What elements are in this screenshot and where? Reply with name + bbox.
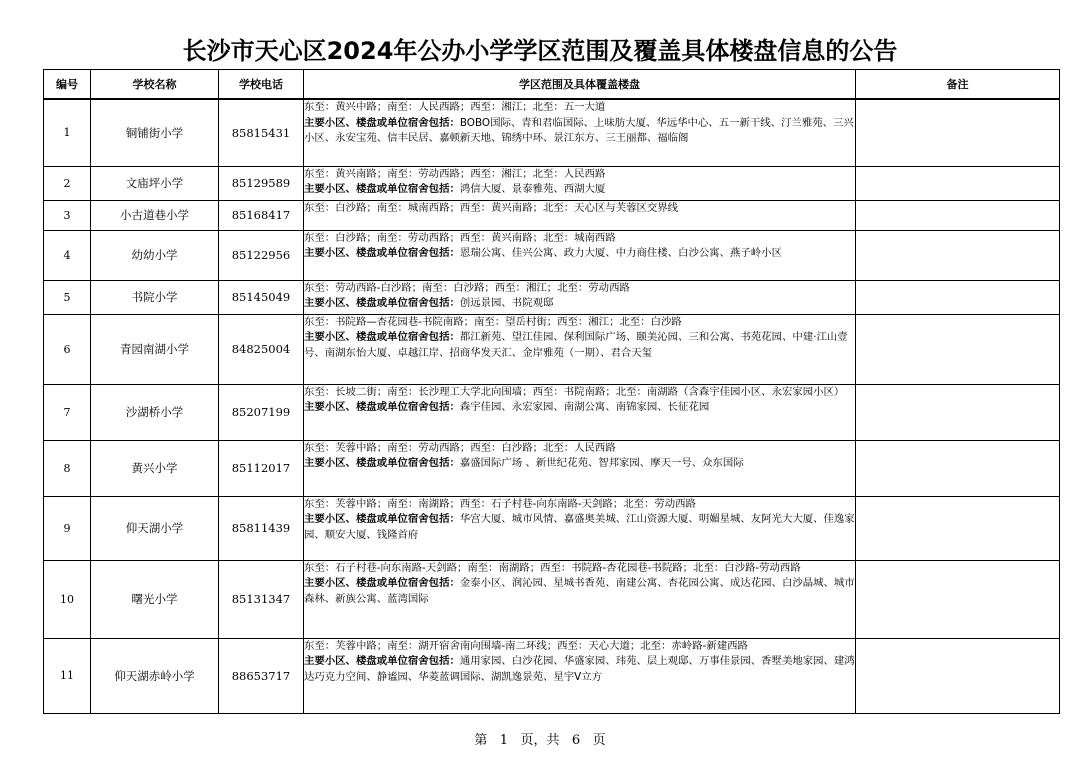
district-range [304,560,856,638]
estates-label: 主要小区、楼盘或单位宿舍包括： [304,183,460,196]
page-title: 长沙市天心区2024年公办小学学区范围及覆盖具体楼盘信息的公告 [182,37,898,65]
page-total: 6 [571,733,581,748]
note-cell [856,560,1060,638]
page-mid: 页，共 [520,733,560,748]
header-district-range: 学区范围及具体覆盖楼盘 [304,70,856,100]
estates-label: 主要小区、楼盘或单位宿舍包括： [304,331,460,344]
boundary-text: 东至：劳动西路-白沙路；南至：白沙路；西至：湘江；北至：劳动西路 [304,281,630,294]
row-number: 10 [44,560,91,638]
school-name: 黄兴小学 [91,440,219,496]
row-number: 3 [44,200,91,230]
school-phone: 88653717 [219,638,304,713]
estates-list: 都江新苑、望江佳园、保利国际广场、颐美沁园、三和公寓、书苑花园、中建·江山壹号、南湖东怡大厦、卓越江岸、招商华发天汇、金岸雅苑（一期）、君合天玺 [304,331,848,359]
estates-label: 主要小区、楼盘或单位宿舍包括： [304,401,460,414]
district-range [304,496,856,560]
school-phone: 85112017 [219,440,304,496]
boundary-text: 东至：白沙路；南至：劳动西路；西至：黄兴南路；北至：城南西路 [304,231,616,244]
estates-line [304,296,855,312]
school-phone: 85815431 [219,99,304,166]
school-name: 仰天湖赤岭小学 [91,638,219,713]
page-footer [0,731,1080,751]
school-phone: 84825004 [219,314,304,384]
row-number: 1 [44,99,91,166]
note-cell [856,440,1060,496]
estates-label: 主要小区、楼盘或单位宿舍包括： [304,513,460,526]
page-current: 1 [499,733,509,748]
school-phone: 85122956 [219,230,304,280]
boundary-text: 东至：黄兴中路；南至：人民西路；西至：湘江；北至：五一大道 [304,101,606,113]
estates-line [304,182,855,198]
boundary-text: 东至：芙蓉中路；南至：湖开宿舍南向围墙-南二环线；西至：天心大道；北至：赤岭路-新建西路 [304,639,748,652]
estates-list: 金泰小区、润沁园、星城书香苑、南建公寓、杏花园公寓、成达花园、白沙晶城、城市森林、新族公寓、蓝湾国际 [304,577,855,605]
estates-list: 创远景园、书院观邸 [459,297,554,310]
school-name: 文庙坪小学 [91,166,219,200]
school-phone: 85207199 [219,384,304,440]
row-number: 11 [44,638,91,713]
estates-label: 主要小区、楼盘或单位宿舍包括： [304,247,460,260]
note-cell [856,166,1060,200]
estates-list: 恩瑞公寓、佳兴公寓、政力大厦、中力商住楼、白沙公寓、燕子岭小区 [459,247,782,260]
school-phone: 85145049 [219,280,304,314]
school-phone: 85168417 [219,200,304,230]
table-row [44,99,1060,166]
school-name: 幼幼小学 [91,230,219,280]
table-header-row [44,70,1060,100]
boundary-text: 东至：芙蓉中路；南至：劳动西路；西至：白沙路；北至：人民西路 [304,441,616,454]
row-number: 7 [44,384,91,440]
note-cell [856,638,1060,713]
row-number: 8 [44,440,91,496]
district-range [304,440,856,496]
estates-label: 主要小区、楼盘或单位宿舍包括： [304,457,460,470]
school-phone: 85131347 [219,560,304,638]
estates-line [304,654,855,685]
header-school-phone: 学校电话 [219,70,304,100]
table-row [44,638,1060,713]
estates-list: 鸿信大厦、景泰雅苑、西湖大厦 [459,183,606,196]
school-name: 小古道巷小学 [91,200,219,230]
note-cell [856,314,1060,384]
estates-line [304,330,855,361]
school-name: 书院小学 [91,280,219,314]
table-body [44,99,1060,713]
estates-label: 主要小区、楼盘或单位宿舍包括： [304,577,460,590]
table-row [44,166,1060,200]
table-row [44,496,1060,560]
boundary-text: 东至：芙蓉中路；南至：南湖路；西至：石子村巷-向东南路-天剑路；北至：劳动西路 [304,497,696,510]
header-no: 编号 [44,70,91,100]
estates-line [304,512,855,543]
school-name: 仰天湖小学 [91,496,219,560]
boundary-text: 东至：石子村巷-向东南路-天剑路；南至：南湖路；西至：书院路-杏花园巷-书院路；北至：白沙路-劳动西路 [304,561,801,574]
table-row [44,200,1060,230]
header-school-name: 学校名称 [91,70,219,100]
row-number: 4 [44,230,91,280]
estates-line [304,246,855,262]
estates-list: 华宫大厦、城市风情、嘉盛奥美城、江山资源大厦、明媚星城、友阿光大大厦、佳逸家园、顺安大厦、钱隆首府 [304,513,855,541]
row-number: 5 [44,280,91,314]
estates-list: 通用家园、白沙花园、华盛家园、玮苑、层上观邸、万事佳景园、香墅美地家园、建鸿达巧克力空间、静谧园、华菱蓝调国际、湖凯逸景苑、星宇V立方 [304,655,855,683]
estates-label: 主要小区、楼盘或单位宿舍包括： [304,655,460,668]
note-cell [856,230,1060,280]
page-suffix: 页 [592,733,606,748]
district-range [304,314,856,384]
estates-list: 嘉盛国际广场 、新世纪花苑、智邦家园、摩天一号、众东国际 [459,457,744,470]
district-range [304,166,856,200]
row-number: 2 [44,166,91,200]
estates-list: 森宇佳园、永宏家园、南湖公寓、南锦家园、长征花园 [459,401,710,414]
school-phone: 85129589 [219,166,304,200]
note-cell [856,200,1060,230]
estates-list: BOBO国际、青和君临国际、上味肪大厦、华远华中心、五一新干线、汀兰雅苑、三兴小区、永安宝苑、信丰民居、嘉顿新天地、锦绣中环、景江东方、三王丽都、福临阁 [304,116,854,145]
boundary-text: 东至：白沙路；南至：城南西路；西至：黄兴南路；北至：天心区与芙蓉区交界线 [304,201,679,214]
district-range [304,99,856,166]
boundary-text: 东至：黄兴南路；南至：劳动西路；西至：湘江；北至：人民西路 [304,167,606,180]
school-district-table [43,69,1060,714]
boundary-text: 东至：书院路—杏花园巷-书院南路；南至：望岳村街；西至：湘江；北至：白沙路 [304,315,682,328]
note-cell [856,384,1060,440]
row-number: 6 [44,314,91,384]
school-name: 铜铺街小学 [91,99,219,166]
note-cell [856,280,1060,314]
boundary-text: 东至：长坡二街；南至：长沙理工大学北向围墙；西至：书院南路；北至：南湖路（含森宇佳园小区、永宏家园小区） [304,385,845,398]
page-prefix: 第 [474,733,488,748]
note-cell [856,496,1060,560]
table-row [44,384,1060,440]
table-row [44,280,1060,314]
district-range [304,230,856,280]
school-name: 青园南湖小学 [91,314,219,384]
estates-line [304,456,855,472]
district-range [304,638,856,713]
estates-label: 主要小区、楼盘或单位宿舍包括： [304,116,460,129]
table-row [44,560,1060,638]
district-range [304,384,856,440]
table-row [44,440,1060,496]
table-row [44,230,1060,280]
district-range [304,280,856,314]
estates-label: 主要小区、楼盘或单位宿舍包括： [304,297,460,310]
table-row [44,314,1060,384]
estates-line [304,116,855,147]
school-phone: 85811439 [219,496,304,560]
estates-line [304,576,855,607]
district-range [304,200,856,230]
note-cell [856,99,1060,166]
school-name: 曙光小学 [91,560,219,638]
school-name: 沙湖桥小学 [91,384,219,440]
header-note: 备注 [856,70,1060,100]
estates-line [304,400,855,416]
row-number: 9 [44,496,91,560]
